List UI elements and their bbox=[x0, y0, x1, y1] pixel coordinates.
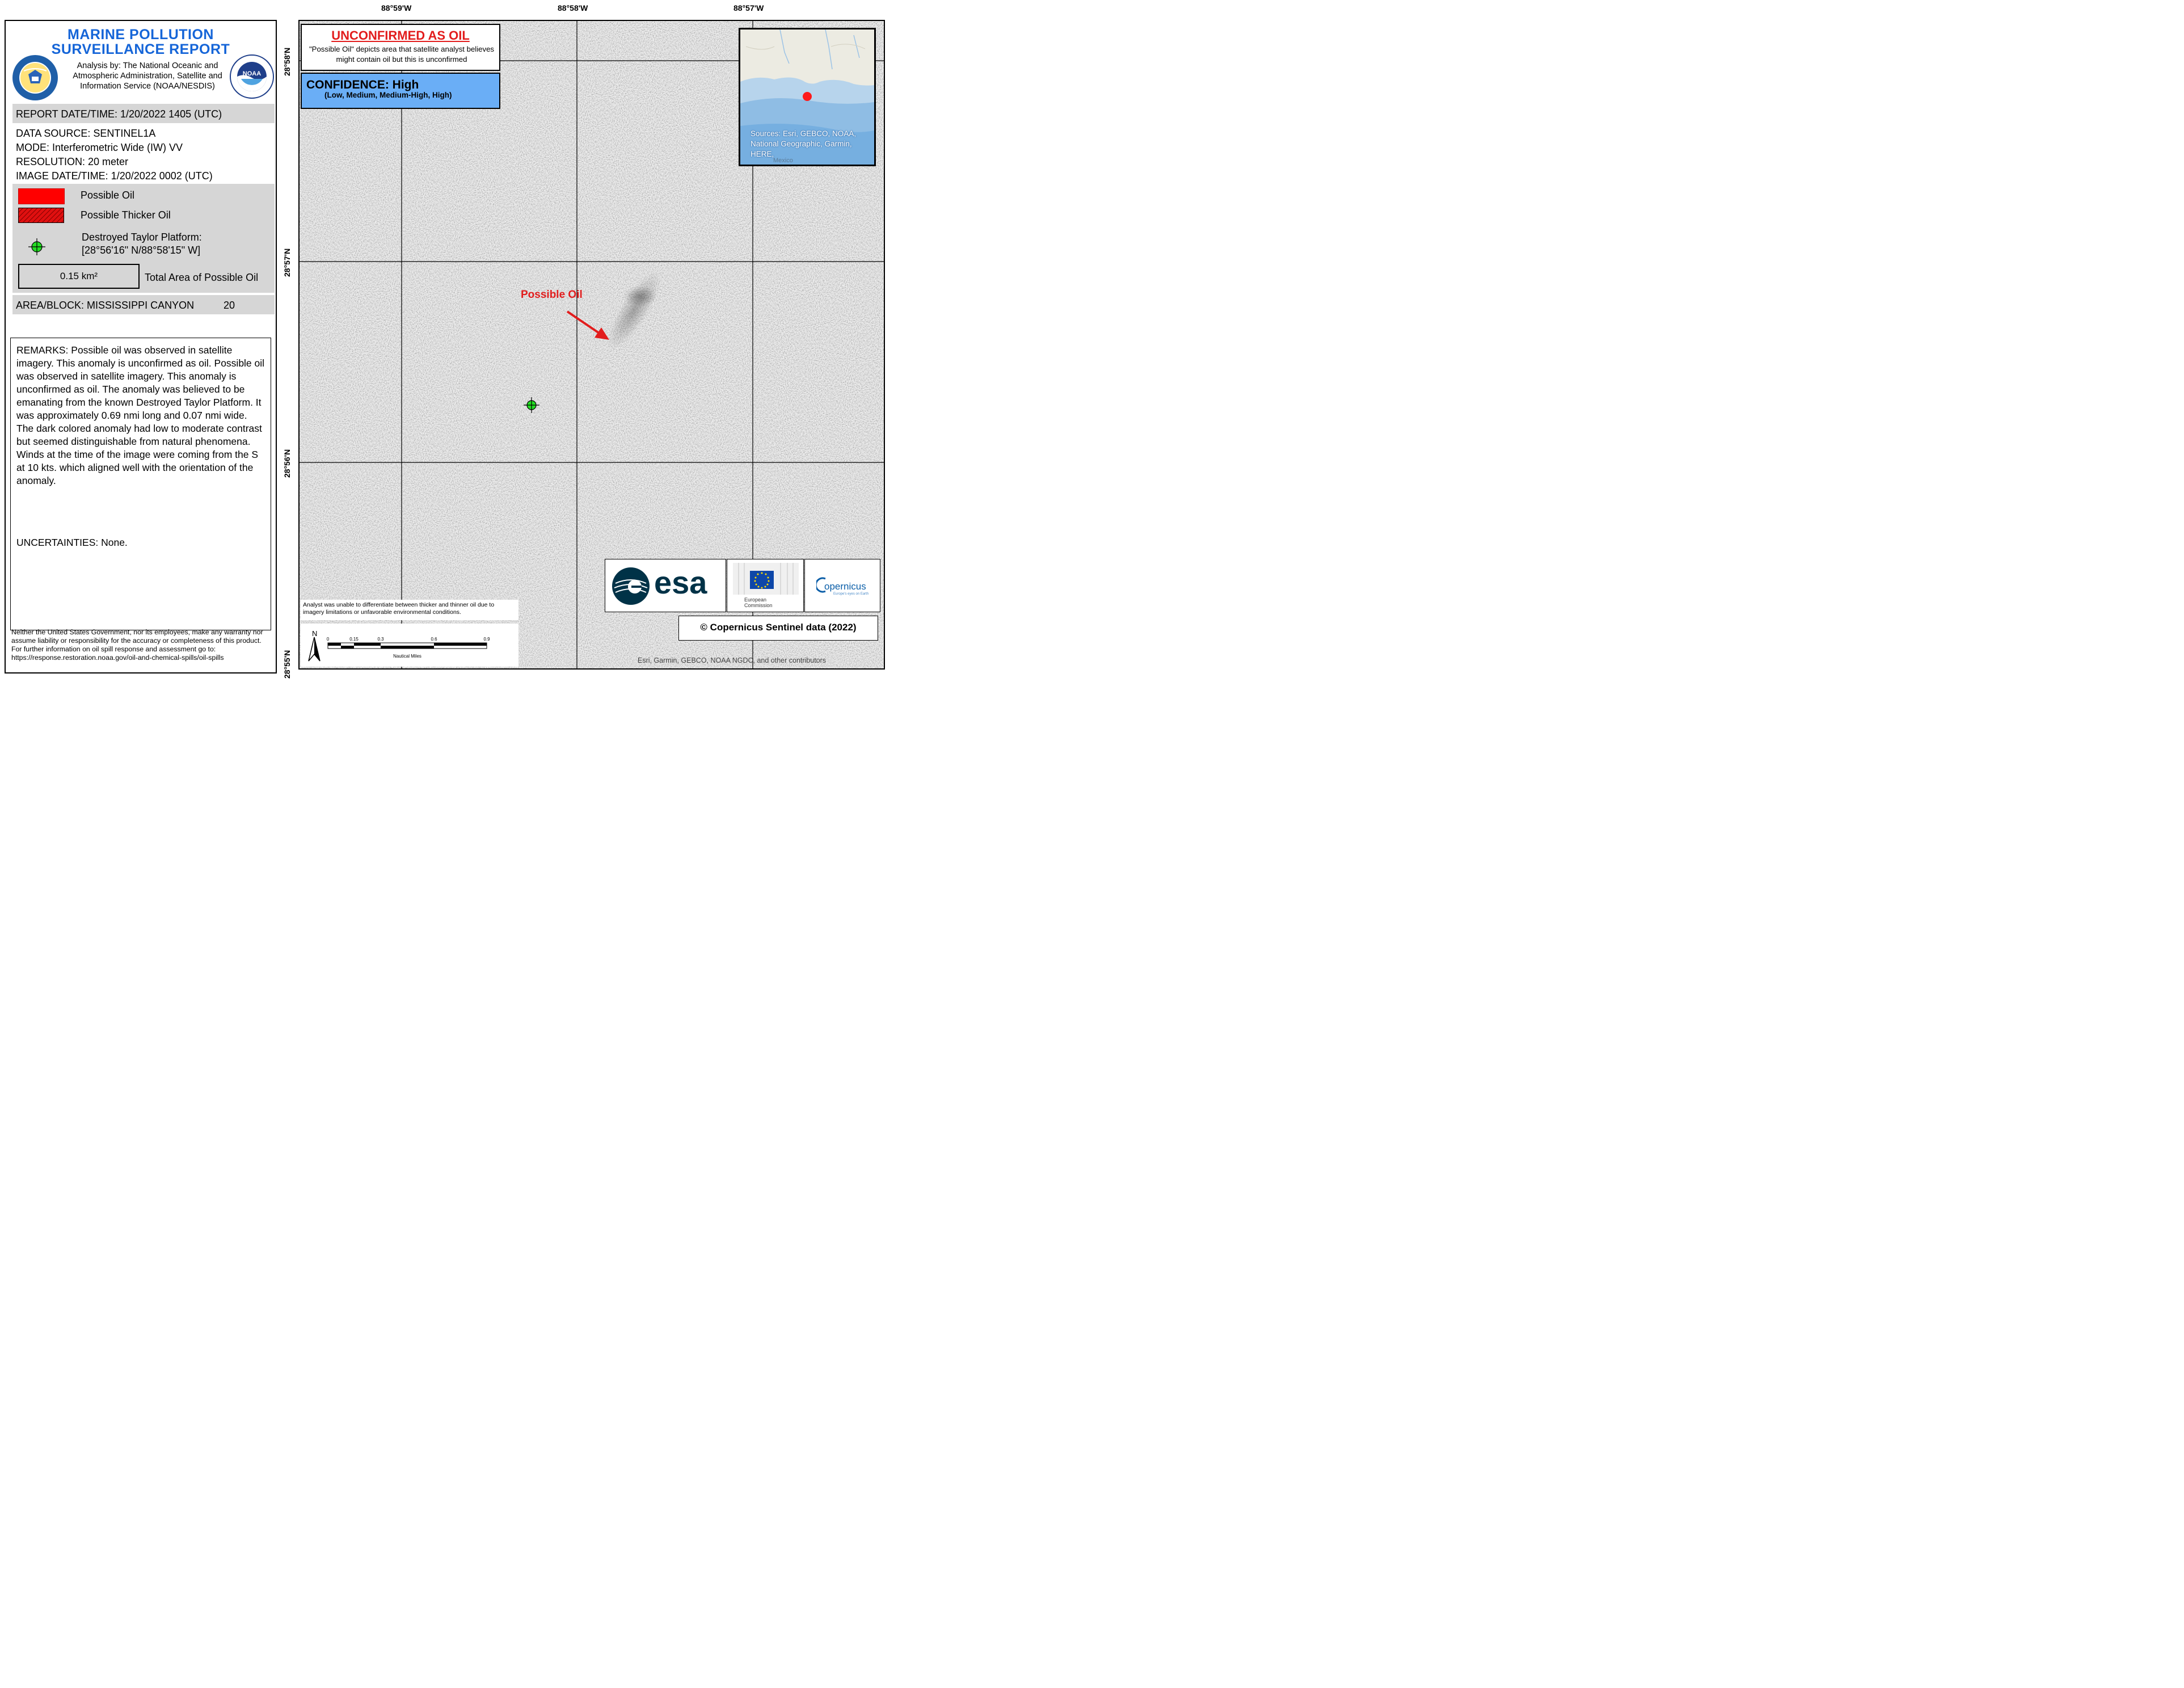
legend-area bbox=[12, 184, 275, 293]
lon-label-2: 88°58'W bbox=[558, 3, 588, 12]
disclaimer-line1: Neither the United States Government, nor its employees, make any warranty nor assume liability or responsibility for the accuracy or completeness of this product. bbox=[11, 628, 263, 645]
remarks-box bbox=[10, 338, 271, 630]
confidence-scale: (Low, Medium, Medium-High, High) bbox=[324, 91, 452, 99]
copyright-text: © Copernicus Sentinel data (2022) bbox=[700, 622, 857, 633]
location-dot bbox=[803, 92, 812, 101]
area-value-box bbox=[18, 264, 140, 289]
report-datetime: REPORT DATE/TIME: 1/20/2022 1405 (UTC) bbox=[16, 108, 222, 120]
ec-text bbox=[744, 597, 773, 608]
scale-unit: Nautical Miles bbox=[393, 654, 421, 659]
esa-text: esa bbox=[654, 565, 707, 600]
area-value: 0.15 km² bbox=[60, 271, 98, 281]
report-title-line1: MARINE POLLUTION bbox=[68, 27, 214, 43]
legend-possible-oil: Possible Oil bbox=[81, 190, 135, 201]
report-panel bbox=[5, 20, 277, 673]
ec-building-icon bbox=[733, 563, 799, 595]
lon-label-3: 88°57'W bbox=[733, 3, 764, 12]
scale-bar-graphic bbox=[301, 624, 518, 667]
possible-oil-label: Possible Oil bbox=[521, 289, 583, 301]
ec-text-line1: European bbox=[744, 597, 767, 603]
noaa-seal-icon bbox=[230, 53, 274, 100]
inset-place-label: Mexico bbox=[773, 157, 793, 164]
copernicus-tagline: Europe's eyes on Earth bbox=[833, 592, 869, 596]
disclaimer-line2: For further information on oil spill response and assessment go to: bbox=[11, 645, 216, 653]
possible-oil-swatch bbox=[18, 188, 65, 204]
possible-thicker-oil-swatch bbox=[18, 208, 65, 224]
scale-tick-4: 0.9 bbox=[483, 637, 490, 642]
lat-label-3: 28°56'N bbox=[283, 449, 292, 478]
esa-logo bbox=[605, 559, 726, 612]
scale-tick-0: 0 bbox=[326, 637, 330, 642]
disclaimer-url[interactable]: https://response.restoration.noaa.gov/oil-and-chemical-spills/oil-spills bbox=[11, 654, 224, 662]
uncertainties-text: UNCERTAINTIES: None. bbox=[16, 537, 128, 548]
image-datetime: IMAGE DATE/TIME: 1/20/2022 0002 (UTC) bbox=[16, 170, 213, 182]
area-label: Total Area of Possible Oil bbox=[145, 272, 259, 283]
department-of-commerce-seal-icon bbox=[11, 54, 59, 102]
area-block-label: AREA/BLOCK: MISSISSIPPI CANYON bbox=[16, 300, 195, 311]
analyst-note bbox=[301, 600, 518, 620]
dark-patch bbox=[623, 286, 657, 306]
inset-locator-map[interactable] bbox=[739, 28, 876, 166]
scale-bar bbox=[301, 624, 518, 667]
scale-tick-1: 0.15 bbox=[349, 637, 359, 642]
european-commission-logo bbox=[727, 559, 804, 612]
area-block-number: 20 bbox=[224, 300, 235, 311]
legend-platform-line2: [28°56'16" N/88°58'15" W] bbox=[82, 245, 201, 256]
disclaimer bbox=[11, 628, 272, 662]
resolution: RESOLUTION: 20 meter bbox=[16, 156, 129, 167]
area-block-bar bbox=[12, 295, 275, 314]
unconfirmed-title: UNCONFIRMED AS OIL bbox=[331, 28, 470, 43]
legend-thicker-oil: Possible Thicker Oil bbox=[81, 209, 171, 221]
north-label: N bbox=[312, 629, 318, 638]
scale-tick-2: 0.3 bbox=[377, 637, 384, 642]
copernicus-logo bbox=[804, 559, 880, 612]
lon-label-1: 88°59'W bbox=[381, 3, 412, 12]
data-source: DATA SOURCE: SENTINEL1A bbox=[16, 128, 156, 139]
platform-marker-icon bbox=[27, 237, 47, 256]
copyright-box bbox=[678, 616, 878, 641]
analysis-line3: Information Service (NOAA/NESDIS) bbox=[80, 82, 215, 91]
noaa-logo-text: NOAA bbox=[242, 70, 262, 77]
inset-sources: Sources: Esri, GEBCO, NOAA, National Geographic, Garmin, HERE, bbox=[751, 129, 857, 158]
esa-emblem-icon bbox=[611, 566, 651, 606]
unconfirmed-description: "Possible Oil" depicts area that satellite analyst believes might contain oil but this is unconfirmed bbox=[309, 45, 495, 64]
lat-label-2: 28°57'N bbox=[283, 248, 292, 277]
copernicus-text: opernicus bbox=[824, 581, 866, 592]
lat-label-1: 28°58'N bbox=[283, 47, 292, 76]
scale-tick-3: 0.6 bbox=[431, 637, 437, 642]
mode: MODE: Interferometric Wide (IW) VV bbox=[16, 142, 183, 153]
confidence-title: CONFIDENCE: High bbox=[306, 78, 419, 91]
analysis-line1: Analysis by: The National Oceanic and bbox=[77, 61, 218, 70]
remarks-text: REMARKS: Possible oil was observed in satellite imagery. This anomaly is unconfirmed as oil. Possible oil was observed in satellite imagery. This anomaly is unconfirmed as oil. The anomaly was believed to be emanating from the known Destroyed Taylor Platform. It was approximately 0.69 nmi long and 0.07 nmi wide. The dark colored anomaly had low to moderate contrast but seemed distinguishable from natural phenomena. Winds at the time of the image were coming from the S at 10 kts. which aligned well with the orientation of the anomaly. bbox=[16, 344, 265, 486]
report-date-bar bbox=[12, 104, 275, 123]
legend-platform-line1: Destroyed Taylor Platform: bbox=[82, 231, 202, 243]
map-attribution: Esri, Garmin, GEBCO, NOAA NGDC, and other contributors bbox=[638, 656, 827, 664]
lat-label-4: 28°55'N bbox=[283, 650, 292, 679]
unconfirmed-box bbox=[301, 24, 500, 71]
sar-map[interactable] bbox=[298, 20, 885, 670]
analyst-note-text: Analyst was unable to differentiate between thicker and thinner oil due to imagery limitations or unfavorable environmental conditions. bbox=[303, 601, 495, 616]
confidence-box bbox=[301, 73, 500, 109]
analysis-line2: Atmospheric Administration, Satellite and bbox=[73, 71, 222, 81]
ec-text-line2: Commission bbox=[744, 603, 773, 608]
report-title-line2: SURVEILLANCE REPORT bbox=[51, 41, 230, 57]
